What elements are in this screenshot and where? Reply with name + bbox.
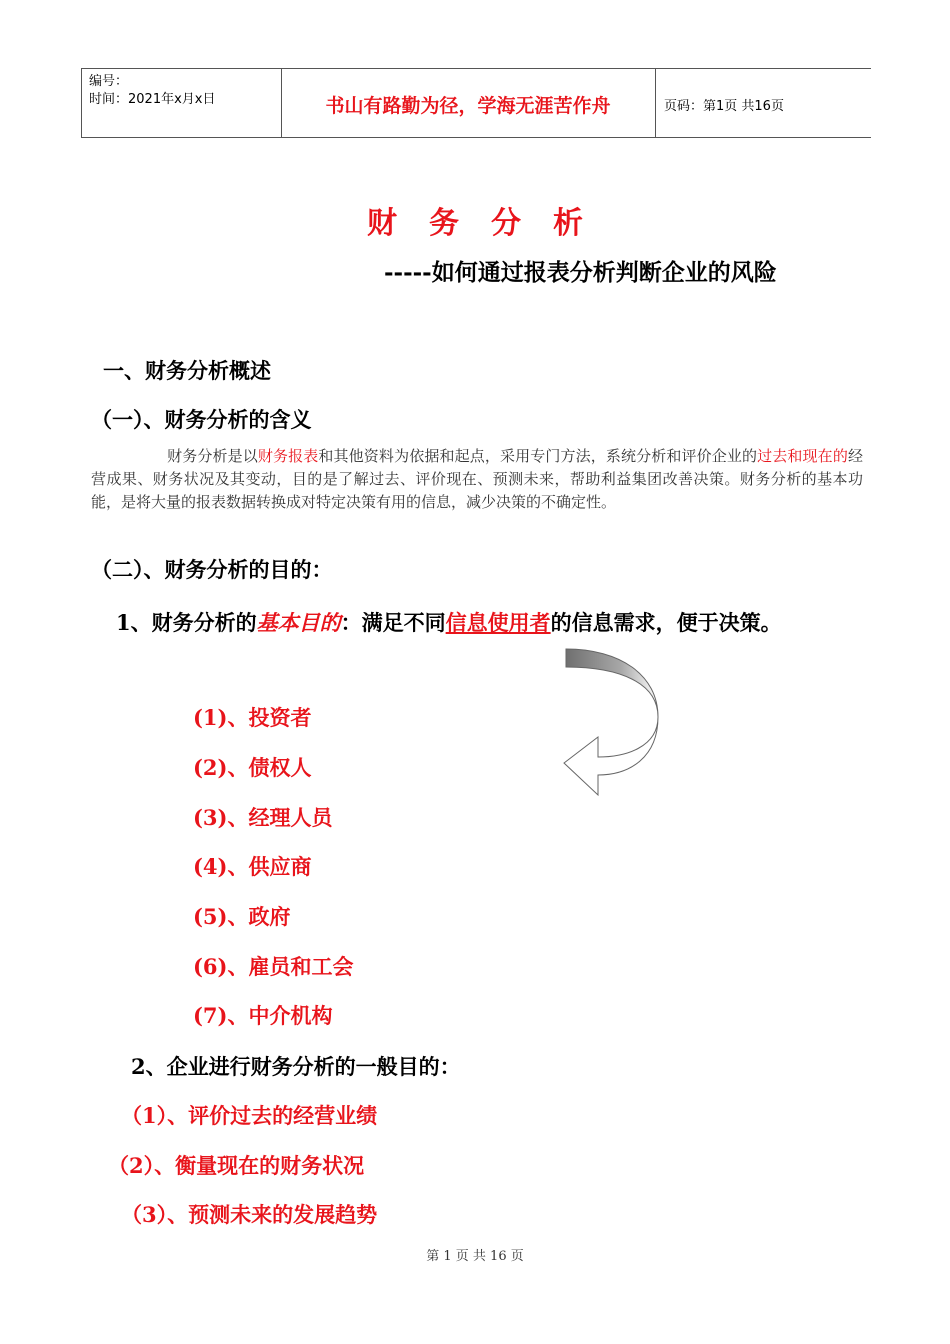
user-item: (2)、债权人 (193, 755, 312, 780)
para-text: 经营成果、财务状况及其变动，目的是了解过去、评价现在、预测未来，帮助利益集团改善决策。财务分析的基本功能，是将大量的报表数据转换成对特定决策有用的信息，减少决策的不确定性。 (91, 447, 863, 511)
general-purpose-heading: 2、企业进行财务分析的一般目的： (131, 1054, 461, 1079)
header-meta (89, 73, 215, 109)
goal-item: （3）、预测未来的发展趋势 (121, 1202, 378, 1227)
subsection-heading: （一）、财务分析的含义 (91, 407, 312, 432)
curved-arrow-icon (560, 645, 670, 805)
subsection-heading: （二）、财务分析的目的： (91, 557, 333, 582)
header-divider (81, 69, 82, 137)
purpose-emphasis: 基本目的 (256, 610, 341, 635)
user-item: (4)、供应商 (193, 854, 312, 879)
basic-purpose (91, 598, 863, 648)
para-highlight: 过去和现在的 (757, 447, 848, 465)
para-text: 财务分析是以 (167, 447, 258, 465)
header-divider (655, 69, 656, 137)
goal-item: （2）、衡量现在的财务状况 (108, 1153, 365, 1178)
section-heading: 一、财务分析概述 (103, 358, 271, 383)
user-item: (6)、雇员和工会 (193, 954, 354, 979)
user-item: (5)、政府 (193, 904, 291, 929)
user-item: (3)、经理人员 (193, 805, 333, 830)
header-table (81, 68, 871, 138)
header-motto: 书山有路勤为径，学海无涯苦作舟 (325, 95, 611, 117)
purpose-text: 的信息需求，便于决策。 (550, 610, 782, 635)
page-footer: 第 1 页 共 16 页 (426, 1249, 524, 1264)
purpose-underline: 信息使用者 (445, 610, 551, 635)
goal-item: （1）、评价过去的经营业绩 (121, 1103, 378, 1128)
definition-paragraph (91, 445, 863, 514)
header-page-info: 页码：第1页 共16页 (664, 99, 784, 114)
document-title: 财务分析 (367, 206, 615, 241)
purpose-text: 1、财务分析的 (116, 610, 257, 635)
number-label: 编号： (89, 74, 129, 89)
purpose-text: ：满足不同 (340, 610, 446, 635)
para-text: 和其他资料为依据和起点，采用专门方法，系统分析和评价企业的 (318, 447, 758, 465)
user-item: (1)、投资者 (193, 705, 312, 730)
para-highlight: 财务报表 (257, 447, 319, 465)
document-subtitle: -----如何通过报表分析判断企业的风险 (384, 259, 777, 286)
time-label: 时间：2021年x月x日 (89, 92, 216, 107)
user-item: (7)、中介机构 (193, 1003, 333, 1028)
